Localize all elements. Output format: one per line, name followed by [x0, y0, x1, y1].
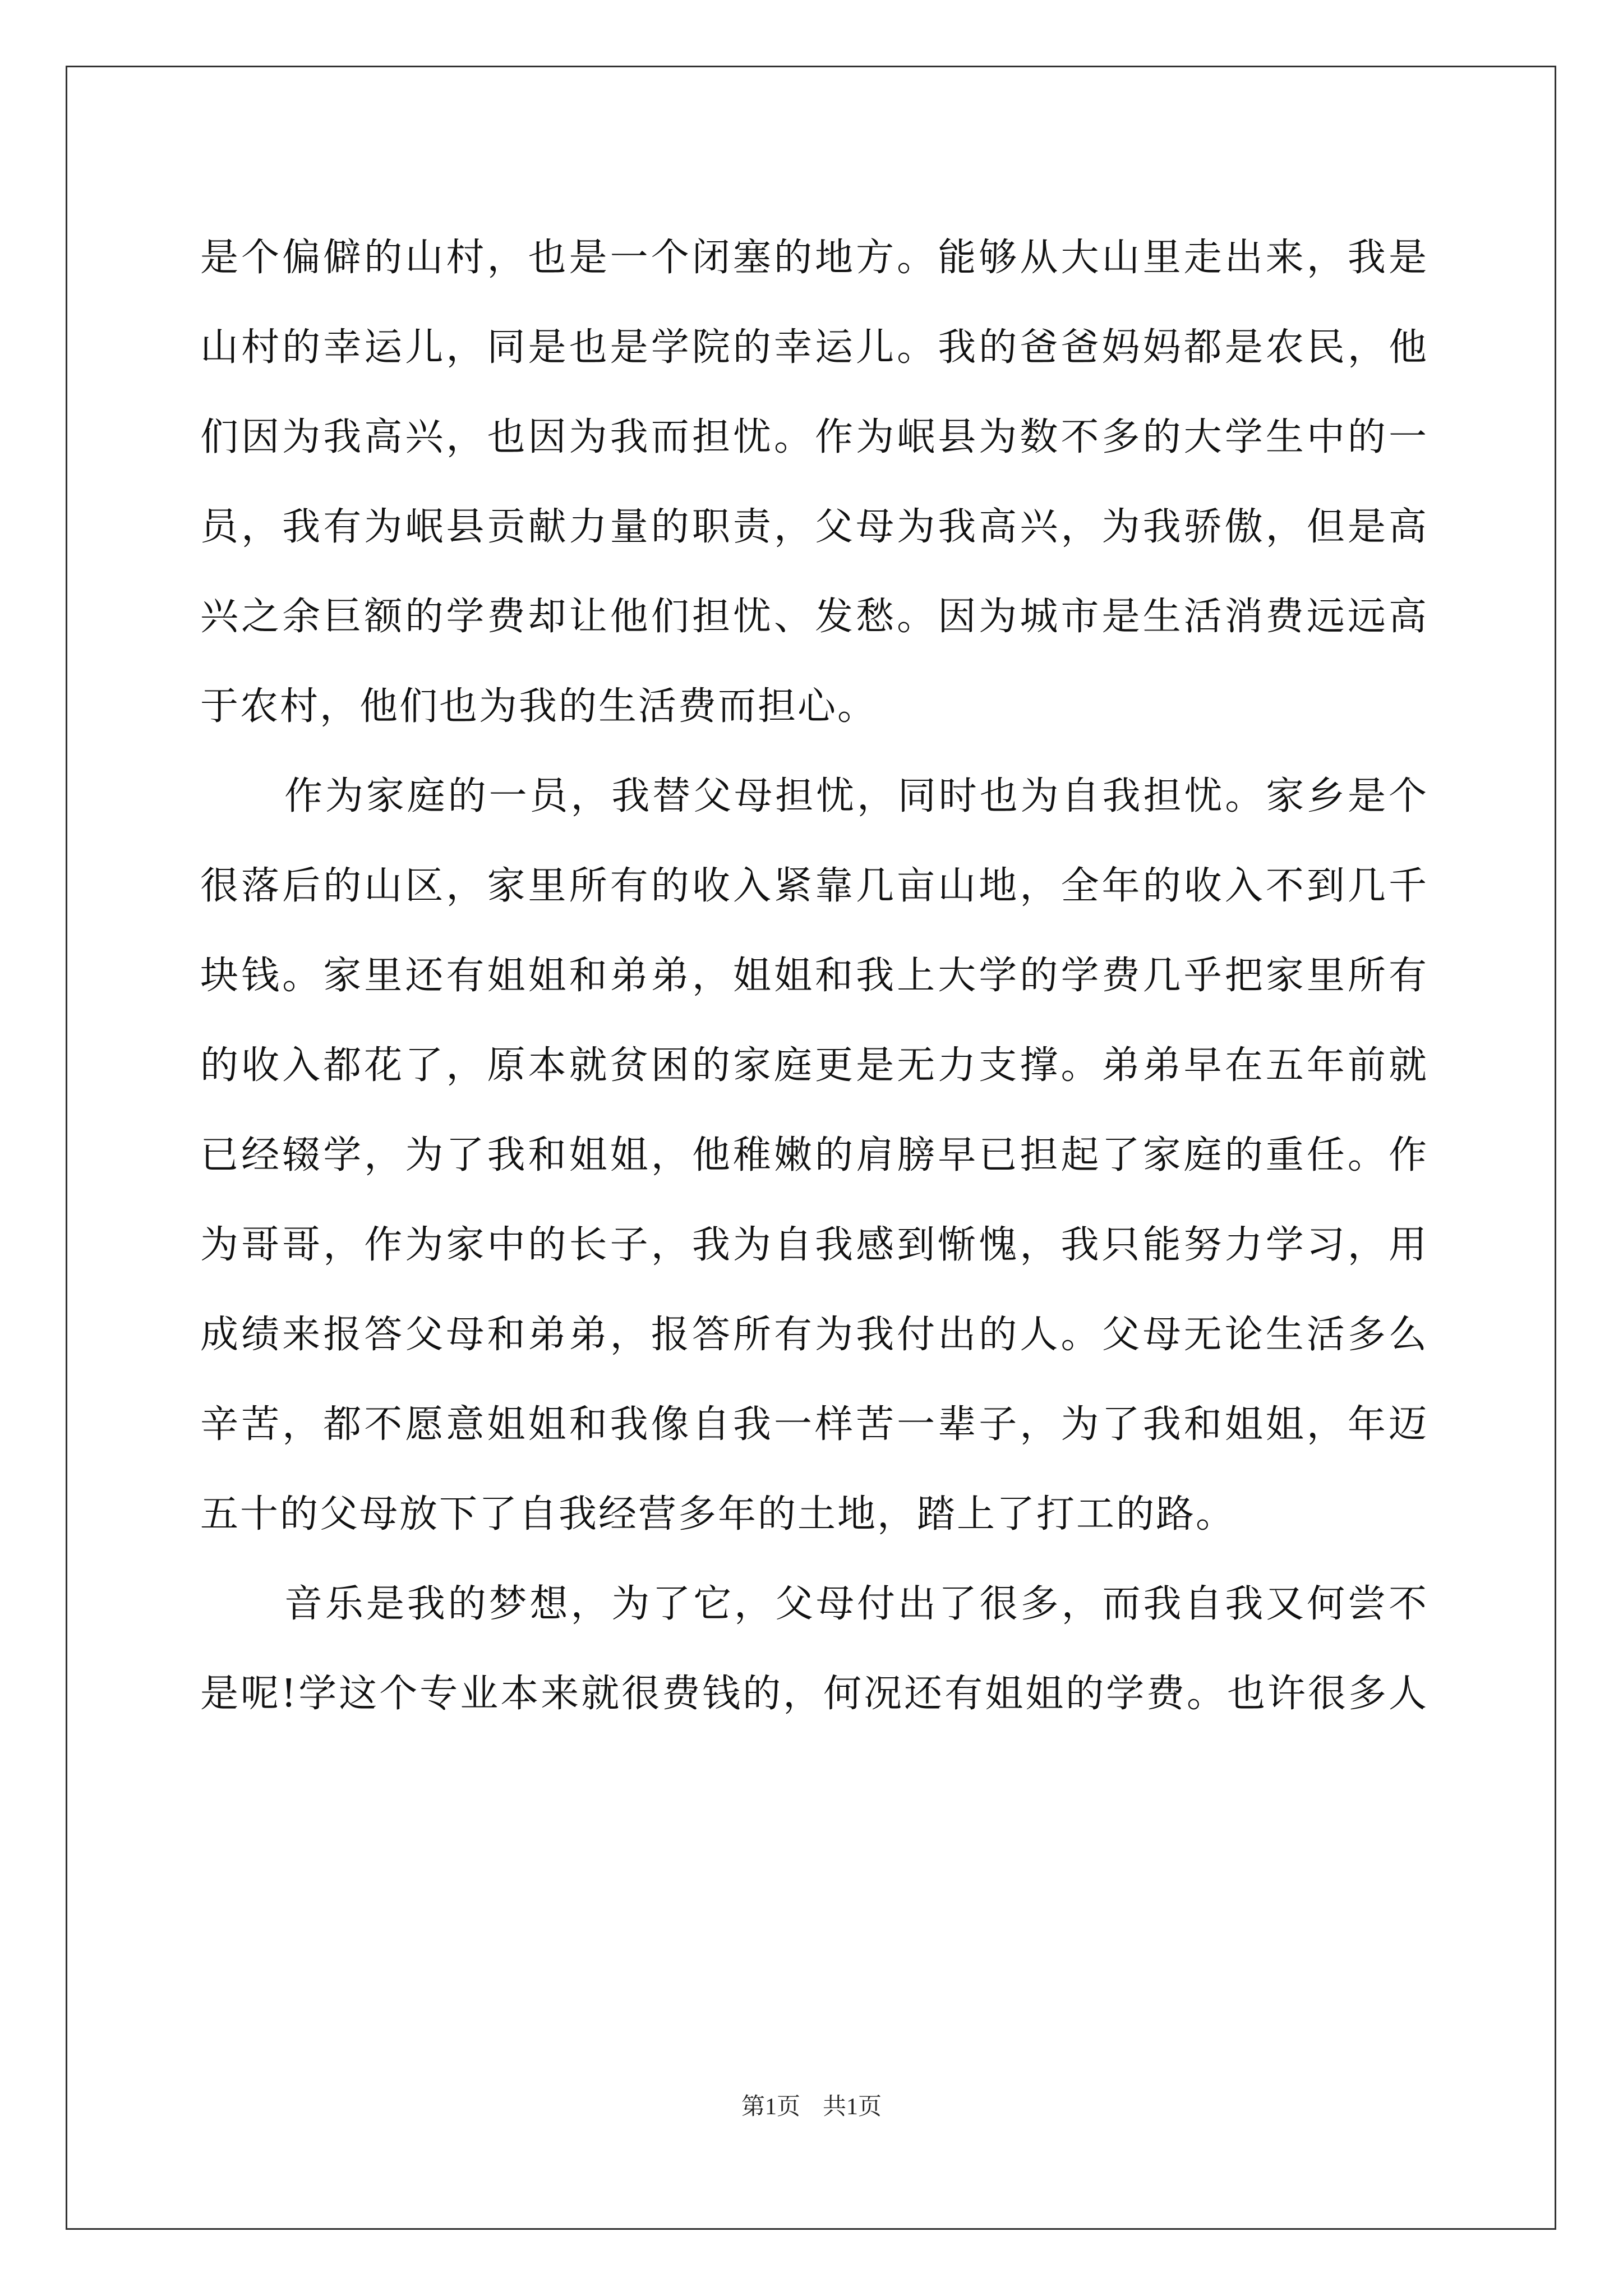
text-line: 于农村，他们也为我的生活费而担心。	[200, 684, 878, 729]
page-total: 共1页	[823, 2094, 882, 2120]
paragraph-start-line: 作为家庭的一员，我替父母担忧，同时也为自我担忧。家乡是个	[284, 774, 1428, 818]
text-line: 块钱。家里还有姐姐和弟弟，姐姐和我上大学的学费几乎把家里所有	[200, 954, 1428, 998]
page-number: 第1页	[741, 2094, 800, 2120]
text-line: 是个偏僻的山村，也是一个闭塞的地方。能够从大山里走出来，我是	[200, 236, 1428, 280]
text-line: 兴之余巨额的学费却让他们担忧、发愁。因为城市是生活消费远远高	[200, 595, 1428, 639]
text-line: 的收入都花了，原本就贫困的家庭更是无力支撑。弟弟早在五年前就	[200, 1043, 1428, 1088]
text-line: 山村的幸运儿，同是也是学院的幸运儿。我的爸爸妈妈都是农民，他	[200, 325, 1428, 370]
text-line: 辛苦，都不愿意姐姐和我像自我一样苦一辈子，为了我和姐姐，年迈	[200, 1402, 1428, 1447]
paragraph-start-line: 音乐是我的梦想，为了它，父母付出了很多，而我自我又何尝不	[284, 1582, 1428, 1626]
text-line: 五十的父母放下了自我经营多年的土地，踏上了打工的路。	[200, 1492, 1236, 1536]
page-footer	[0, 2088, 1623, 2122]
text-line: 是呢!学这个专业本来就很费钱的，何况还有姐姐的学费。也许很多人	[200, 1672, 1428, 1716]
document-body	[200, 213, 1428, 1739]
text-line: 成绩来报答父母和弟弟，报答所有为我付出的人。父母无论生活多么	[200, 1313, 1428, 1357]
text-line: 员，我有为岷县贡献力量的职责，父母为我高兴，为我骄傲，但是高	[200, 505, 1428, 549]
text-line: 为哥哥，作为家中的长子，我为自我感到惭愧，我只能努力学习，用	[200, 1223, 1428, 1267]
text-line: 已经辍学，为了我和姐姐，他稚嫩的肩膀早已担起了家庭的重任。作	[200, 1133, 1428, 1177]
text-line: 很落后的山区，家里所有的收入紧靠几亩山地，全年的收入不到几千	[200, 864, 1428, 908]
text-line: 们因为我高兴，也因为我而担忧。作为岷县为数不多的大学生中的一	[200, 415, 1428, 459]
